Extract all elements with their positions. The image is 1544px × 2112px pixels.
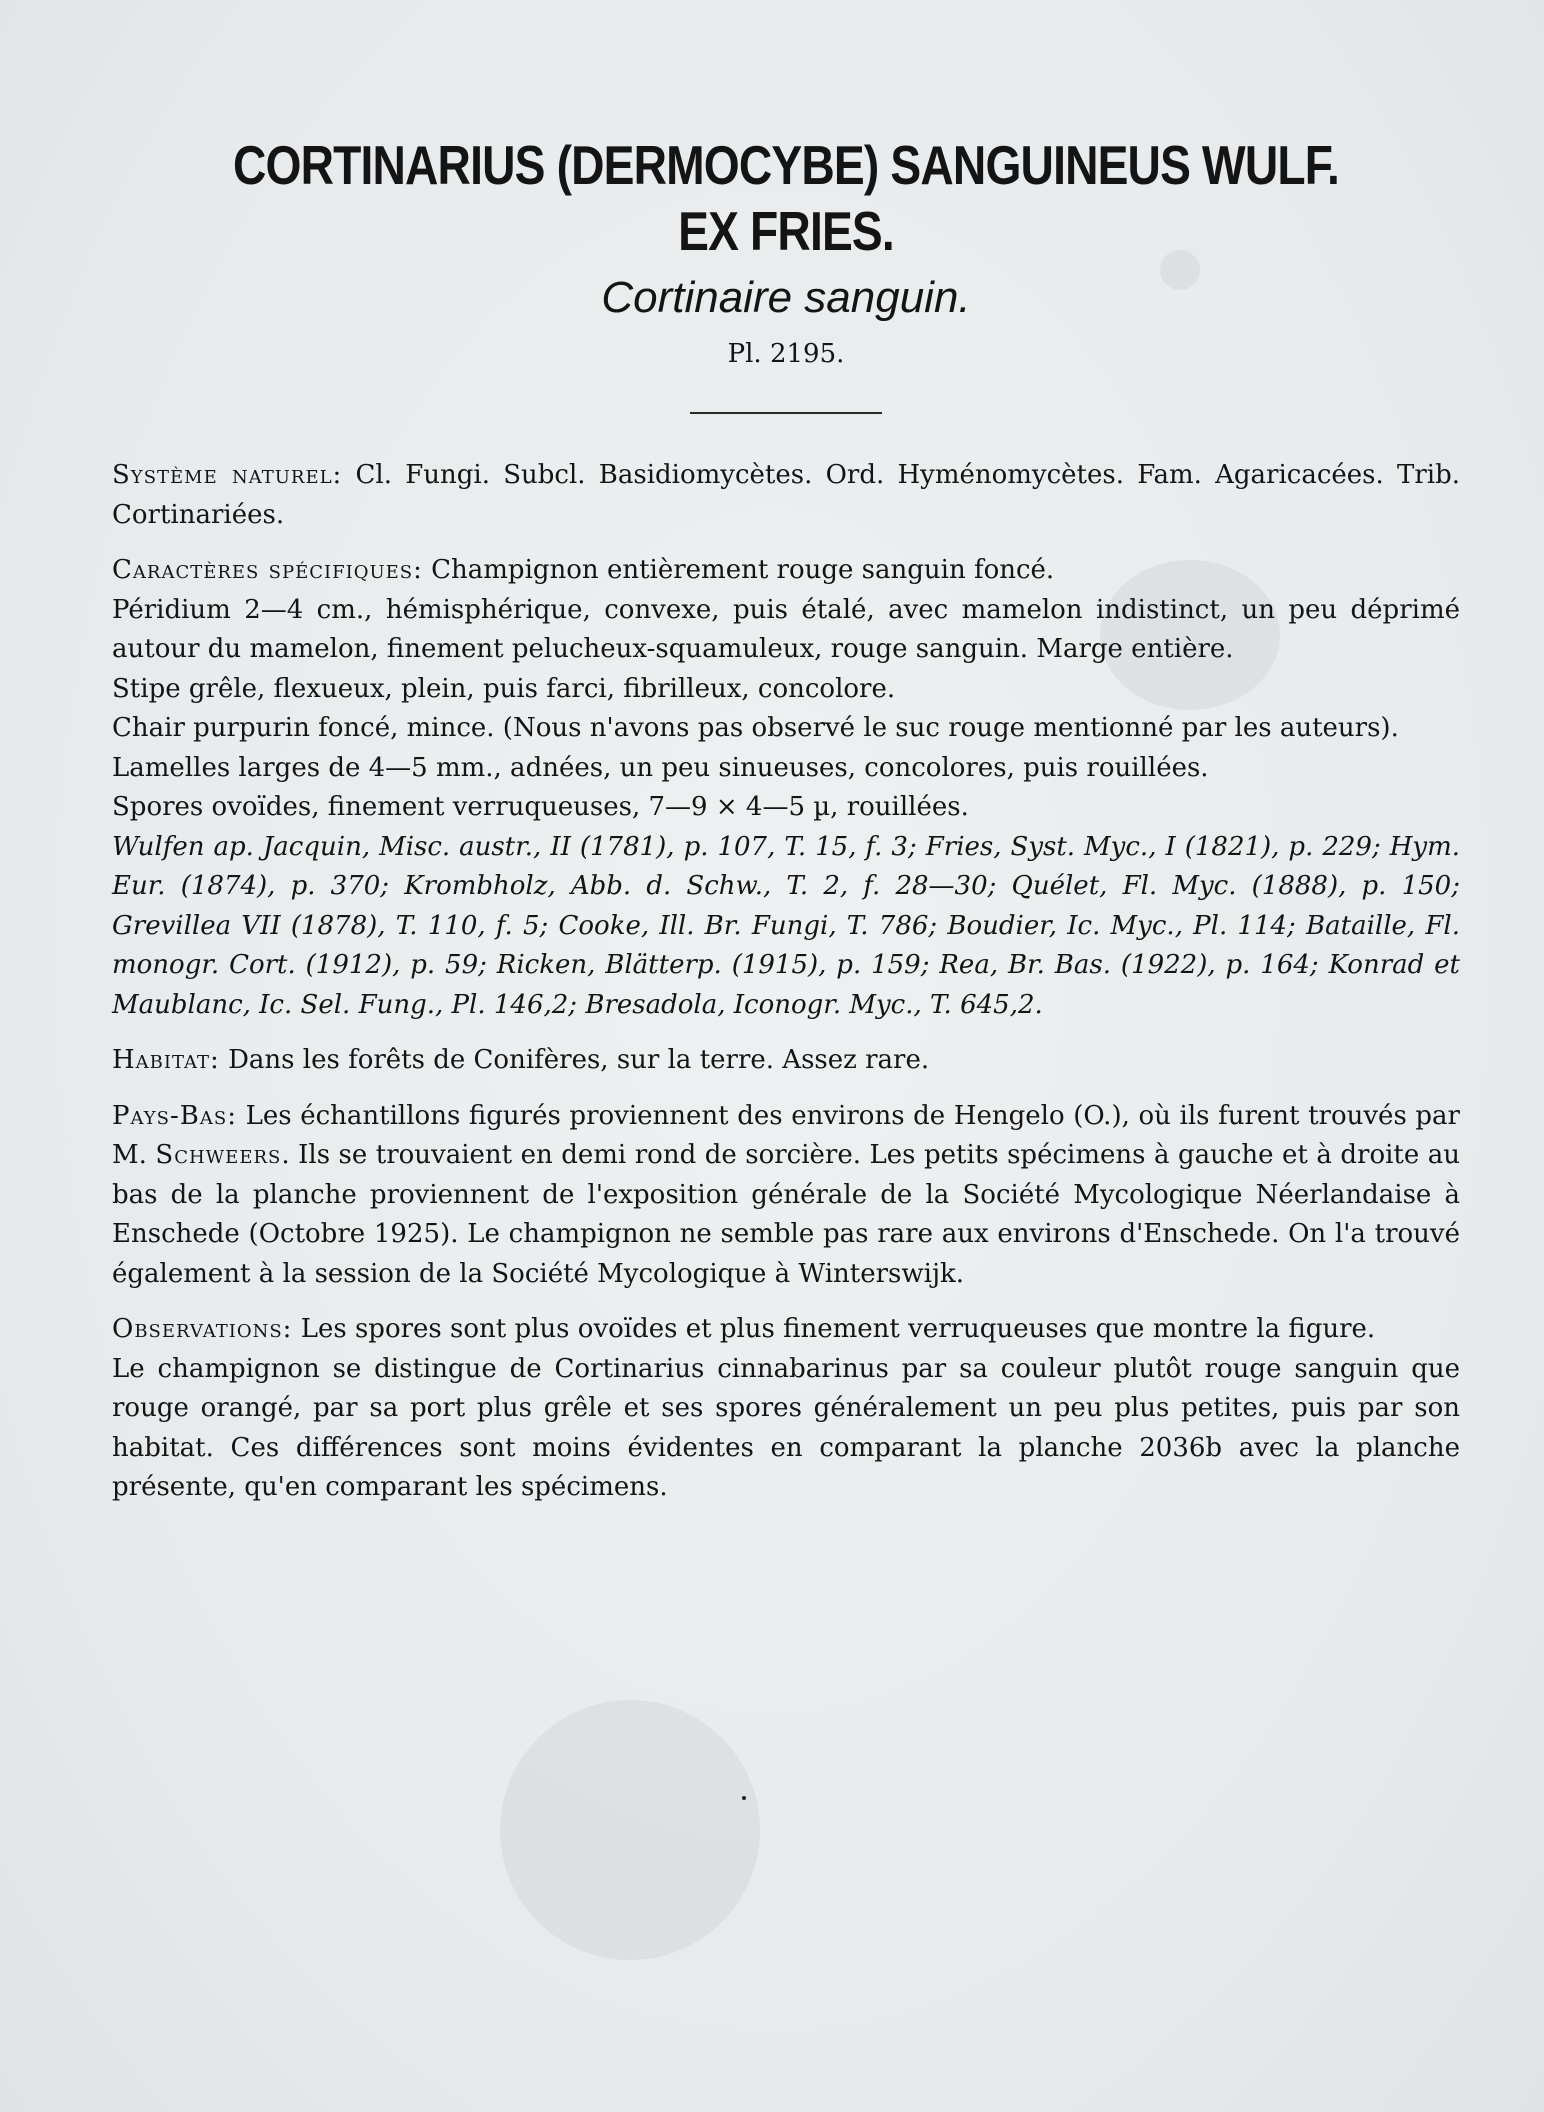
document-body xyxy=(112,132,1460,1508)
chair-paragraph: Chair purpurin foncé, mince. (Nous n'avons pas observé le suc rouge mentionné par les auteurs). xyxy=(112,713,1399,743)
collector-name: Schweers xyxy=(155,1140,282,1170)
title-line-2: EX FRIES. xyxy=(678,200,894,262)
caracteres-text: Champignon entièrement rouge sanguin foncé. xyxy=(422,555,1055,585)
caracteres-label: Caractères spécifiques: xyxy=(112,555,423,585)
stipe-paragraph: Stipe grêle, flexueux, plein, puis farci, fibrilleux, concolore. xyxy=(112,673,896,704)
systeme-label: Système naturel: xyxy=(112,460,343,490)
observations-paragraph-2: Le champignon se distingue de Cortinarius cinnabarinus par sa couleur plutôt rouge sanguin que rouge orangé, par sa port plus grêle et ses spores généralement un peu plus petites, puis par son habitat. Ces différences sont moins évidentes en comparant la planche 2036b avec la planche présente, qu'en comparant les spécimens. xyxy=(112,1353,1460,1502)
caracteres-paragraph xyxy=(112,551,1460,591)
paysbas-paragraph xyxy=(112,1097,1460,1295)
page-title xyxy=(220,132,1352,264)
observations-label: Observations: xyxy=(112,1314,293,1344)
page-mark xyxy=(742,1796,746,1800)
paysbas-text-2: . Ils se trouvaient en demi rond de sorcière. Les petits spécimens à gauche et à droite au bas de la planche proviennent de l'exposition générale de la Société Mycologique Néerlandaise à Enschede (Octobre 1925). Le champignon ne semble pas rare aux environs d'Enschede. On l'a trouvé également à la session de la Société Mycologique à Winterswijk. xyxy=(112,1140,1460,1289)
references-paragraph: Wulfen ap. Jacquin, Misc. austr., II (1781), p. 107, T. 15, f. 3; Fries, Syst. Myc., I (1821), p. 229; Hym. Eur. (1874), p. 370; Krombholz, Abb. d. Schw., T. 2, f. 28—30; Quélet, Fl. Myc. (1888), p. 150; Grevillea VII (1878), T. 110, f. 5; Cooke, Ill. Br. Fungi, T. 786; Boudier, Ic. Myc., Pl. 114; Bataille, Fl. monogr. Cort. (1912), p. 59; Ricken, Blätterp. (1915), p. 159; Rea, Br. Bas. (1922), p. 164; Konrad et Maublanc, Ic. Sel. Fung., Pl. 146,2; Bresadola, Iconogr. Myc., T. 645,2. xyxy=(112,831,1460,1020)
plate-number: Pl. 2195. xyxy=(727,339,845,369)
habitat-paragraph xyxy=(112,1041,1460,1081)
habitat-label: Habitat: xyxy=(112,1045,220,1075)
divider-rule xyxy=(690,412,882,414)
paysbas-text-1: Les échantillons figurés proviennent des environs de Hengelo (O.), où ils furent trouvés par M. xyxy=(112,1100,1460,1170)
observations-text: Les spores sont plus ovoïdes et plus finement verruqueuses que montre la figure. xyxy=(292,1314,1376,1344)
lamelles-paragraph: Lamelles larges de 4—5 mm., adnées, un peu sinueuses, concolores, puis rouillées. xyxy=(112,752,1209,783)
title-line-1: CORTINARIUS (DERMOCYBE) SANGUINEUS WULF. xyxy=(232,134,1339,196)
observations-paragraph xyxy=(112,1310,1460,1350)
common-name: Cortinaire sanguin. xyxy=(601,273,971,322)
systeme-text: Cl. Fungi. Subcl. Basidiomycètes. Ord. Hyménomycètes. Fam. Agaricacées. Trib. Cortinariées. xyxy=(112,460,1460,530)
description xyxy=(112,456,1460,1508)
spores-paragraph: Spores ovoïdes, finement verruqueuses, 7—9 × 4—5 µ, rouillées. xyxy=(112,792,969,822)
peridium-paragraph: Péridium 2—4 cm., hémisphérique, convexe, puis étalé, avec mamelon indistinct, un peu déprimé autour du mamelon, finement pelucheux-squamuleux, rouge sanguin. Marge entière. xyxy=(112,594,1460,664)
habitat-text: Dans les forêts de Conifères, sur la terre. Assez rare. xyxy=(219,1045,930,1075)
systeme-paragraph xyxy=(112,456,1460,535)
show-through-blot xyxy=(500,1700,760,1960)
paysbas-label: Pays-Bas: xyxy=(112,1100,237,1131)
